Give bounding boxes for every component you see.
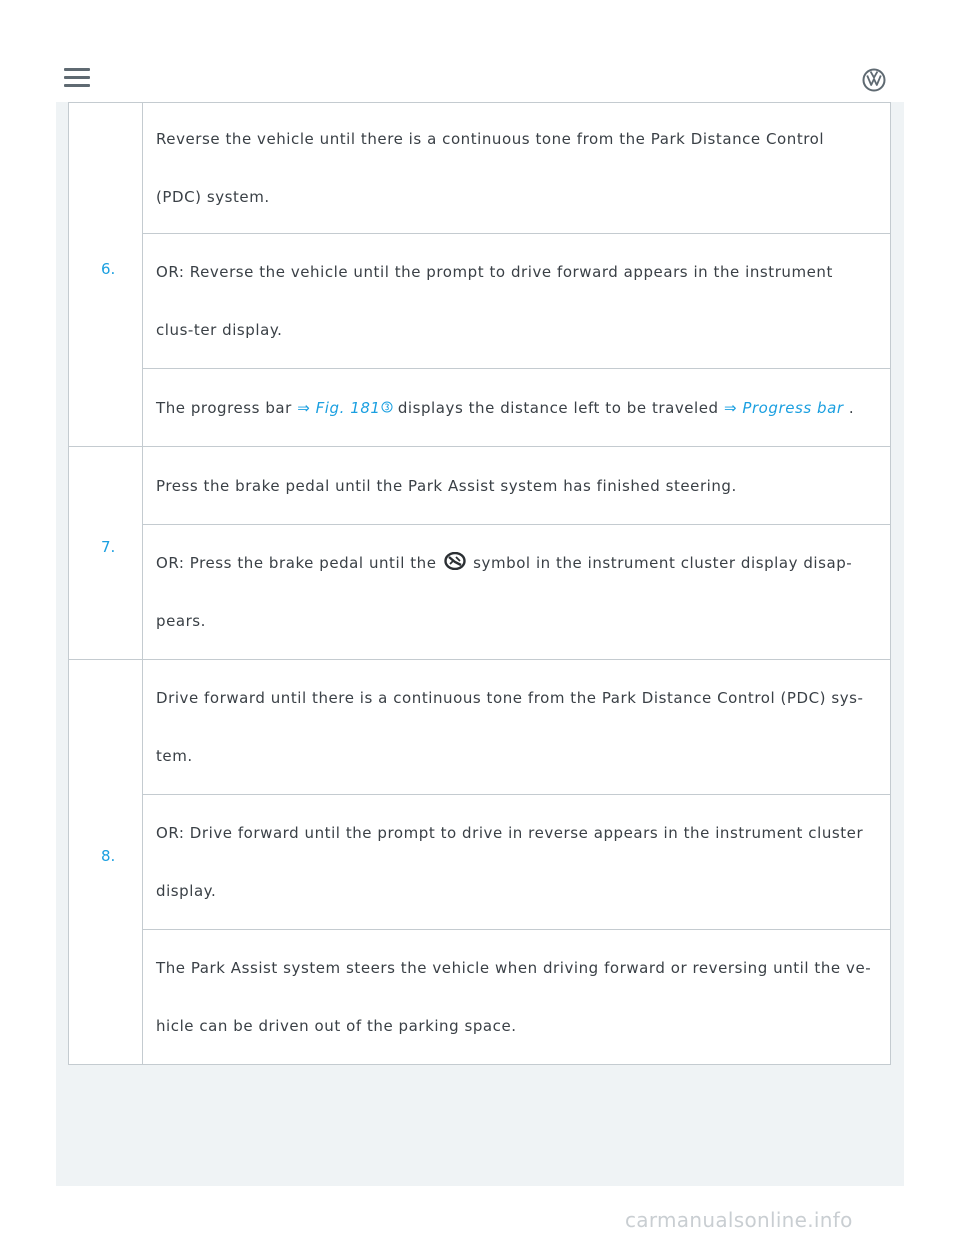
step-text: Reverse the vehicle until there is a continuous tone from the Park Distance Control (PDC) system. <box>156 130 825 206</box>
step-number-cell <box>69 447 143 660</box>
top-bar <box>0 0 960 102</box>
figure-link-text[interactable]: ⇒ Fig. 181 <box>297 398 381 417</box>
step-text: The Park Assist system steers the vehicle when driving forward or reversing until the ve-hicle can be driven out of the parking space. <box>156 959 872 1035</box>
step-text: OR: Reverse the vehicle until the prompt to drive forward appears in the instrument clus-ter display. <box>156 263 833 339</box>
step-text-cell <box>143 795 891 930</box>
step-text <box>156 534 872 650</box>
step-text-cell <box>143 369 891 447</box>
table-row <box>69 795 891 930</box>
steering-wheel-icon <box>444 552 466 570</box>
steps-table <box>68 102 891 1065</box>
progress-bar-link[interactable]: ⇒ Progress bar <box>723 398 844 417</box>
figure-callout-icon <box>381 401 393 413</box>
table-row <box>69 930 891 1065</box>
step-text-cell <box>143 103 891 234</box>
step-text-cell <box>143 234 891 369</box>
step-text: Drive forward until there is a continuous tone from the Park Distance Control (PDC) sys-tem. <box>156 689 864 765</box>
step-text-cell <box>143 447 891 525</box>
step-text: OR: Drive forward until the prompt to drive in reverse appears in the instrument cluster display. <box>156 824 864 900</box>
text-fragment: symbol in the instrument cluster display disap-pears. <box>156 554 853 630</box>
step-number: 6. <box>101 259 116 278</box>
content-panel <box>56 102 904 1186</box>
text-fragment: The progress bar <box>156 398 298 417</box>
step-number: 8. <box>101 847 116 865</box>
figure-link[interactable] <box>297 399 392 417</box>
table-row <box>69 369 891 447</box>
text-fragment: displays the distance left to be traveled <box>392 398 724 417</box>
step-number-cell <box>69 660 143 1065</box>
step-text-cell <box>143 930 891 1065</box>
step-text-cell <box>143 660 891 795</box>
table-row <box>69 525 891 660</box>
step-text: Press the brake pedal until the Park Assist system has finished steering. <box>156 476 737 495</box>
table-row <box>69 660 891 795</box>
table-row <box>69 447 891 525</box>
step-text <box>156 379 872 437</box>
vw-logo-icon[interactable] <box>862 68 886 92</box>
text-fragment: OR: Press the brake pedal until the <box>156 554 437 572</box>
watermark: carmanualsonline.info <box>625 1208 853 1232</box>
step-text-cell <box>143 525 891 660</box>
step-number-cell <box>69 103 143 447</box>
table-row <box>69 234 891 369</box>
text-fragment: . <box>843 398 855 417</box>
hamburger-menu-icon[interactable] <box>64 68 90 88</box>
step-number: 7. <box>101 538 116 556</box>
table-row <box>69 103 891 234</box>
